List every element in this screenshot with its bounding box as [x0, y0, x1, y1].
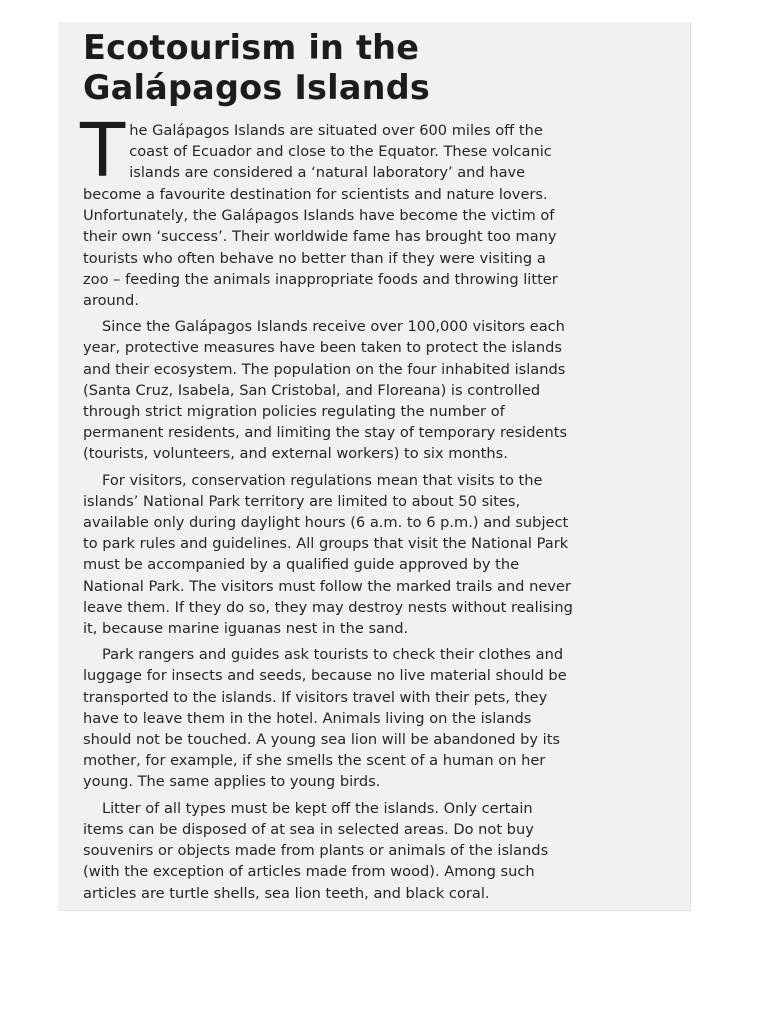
paragraph-4	[83, 644, 678, 792]
text-line: should not be touched. A young sea lion will be abandoned by its	[83, 731, 561, 749]
text-line: items can be disposed of at sea in selected areas. Do not buy	[83, 820, 534, 838]
drop-cap: T	[80, 108, 126, 194]
text-line: (Santa Cruz, Isabela, San Cristobal, and Floreana) is controlled	[83, 381, 541, 399]
text-line: year, protective measures have been taken to protect the islands	[83, 339, 562, 357]
text-line: islands’ National Park territory are limited to about 50 sites,	[83, 492, 521, 510]
text-line: islands are considered a ‘natural laboratory’ and have	[129, 164, 526, 182]
paragraph-1	[80, 108, 678, 311]
text-line: National Park. The visitors must follow the marked trails and never	[83, 577, 571, 595]
text-line: through strict migration policies regulating the number of	[83, 403, 505, 421]
text-line: For visitors, conservation regulations mean that visits to the	[102, 471, 543, 489]
text-line: transported to the islands. If visitors travel with their pets, they	[83, 688, 548, 706]
text-line: luggage for insects and seeds, because no live material should be	[83, 667, 567, 685]
text-line: zoo – feeding the animals inappropriate foods and throwing litter	[83, 270, 558, 288]
text-line: have to leave them in the hotel. Animals living on the islands	[83, 709, 532, 727]
text-line: coast of Ecuador and close to the Equator. These volcanic	[129, 143, 552, 161]
article-body	[80, 108, 678, 909]
scanned-page	[58, 22, 691, 911]
paragraph-2	[83, 316, 678, 464]
text-line: permanent residents, and limiting the stay of temporary residents	[83, 424, 568, 442]
text-line: mother, for example, if she smells the scent of a human on her	[83, 752, 546, 770]
text-line: young. The same applies to young birds.	[83, 773, 381, 791]
text-line: it, because marine iguanas nest in the sand.	[83, 620, 409, 638]
text-line: and their ecosystem. The population on the four inhabited islands	[83, 360, 566, 378]
article-title	[83, 28, 430, 108]
title-line-2: Galápagos Islands	[83, 68, 431, 107]
paragraph-3	[83, 470, 678, 640]
title-line-1: Ecotourism in the	[83, 28, 420, 67]
text-line: to park rules and guidelines. All groups that visit the National Park	[83, 535, 569, 553]
text-line: Litter of all types must be kept off the islands. Only certain	[102, 799, 533, 817]
text-line: (tourists, volunteers, and external workers) to six months.	[83, 445, 508, 463]
text-line: Since the Galápagos Islands receive over 100,000 visitors each	[102, 318, 565, 336]
text-line: tourists who often behave no better than if they were visiting a	[83, 249, 546, 267]
text-line: available only during daylight hours (6 a.m. to 6 p.m.) and subject	[83, 514, 569, 532]
text-line: souvenirs or objects made from plants or animals of the islands	[83, 842, 549, 860]
text-line: around.	[83, 292, 139, 310]
text-line: must be accompanied by a qualified guide approved by the	[83, 556, 520, 574]
text-line: their own ‘success’. Their worldwide fame has brought too many	[83, 228, 557, 246]
text-line: become a favourite destination for scientists and nature lovers.	[83, 186, 548, 203]
text-line: Park rangers and guides ask tourists to check their clothes and	[102, 646, 564, 664]
text-line: he Galápagos Islands are situated over 600 miles off the	[129, 122, 543, 139]
text-line: (with the exception of articles made from wood). Among such	[83, 863, 535, 881]
text-line: articles are turtle shells, sea lion teeth, and black coral.	[83, 884, 490, 902]
text-line: Unfortunately, the Galápagos Islands have become the victim of	[83, 207, 555, 225]
paragraph-5	[83, 798, 678, 904]
text-line: leave them. If they do so, they may destroy nests without realising	[83, 598, 573, 616]
